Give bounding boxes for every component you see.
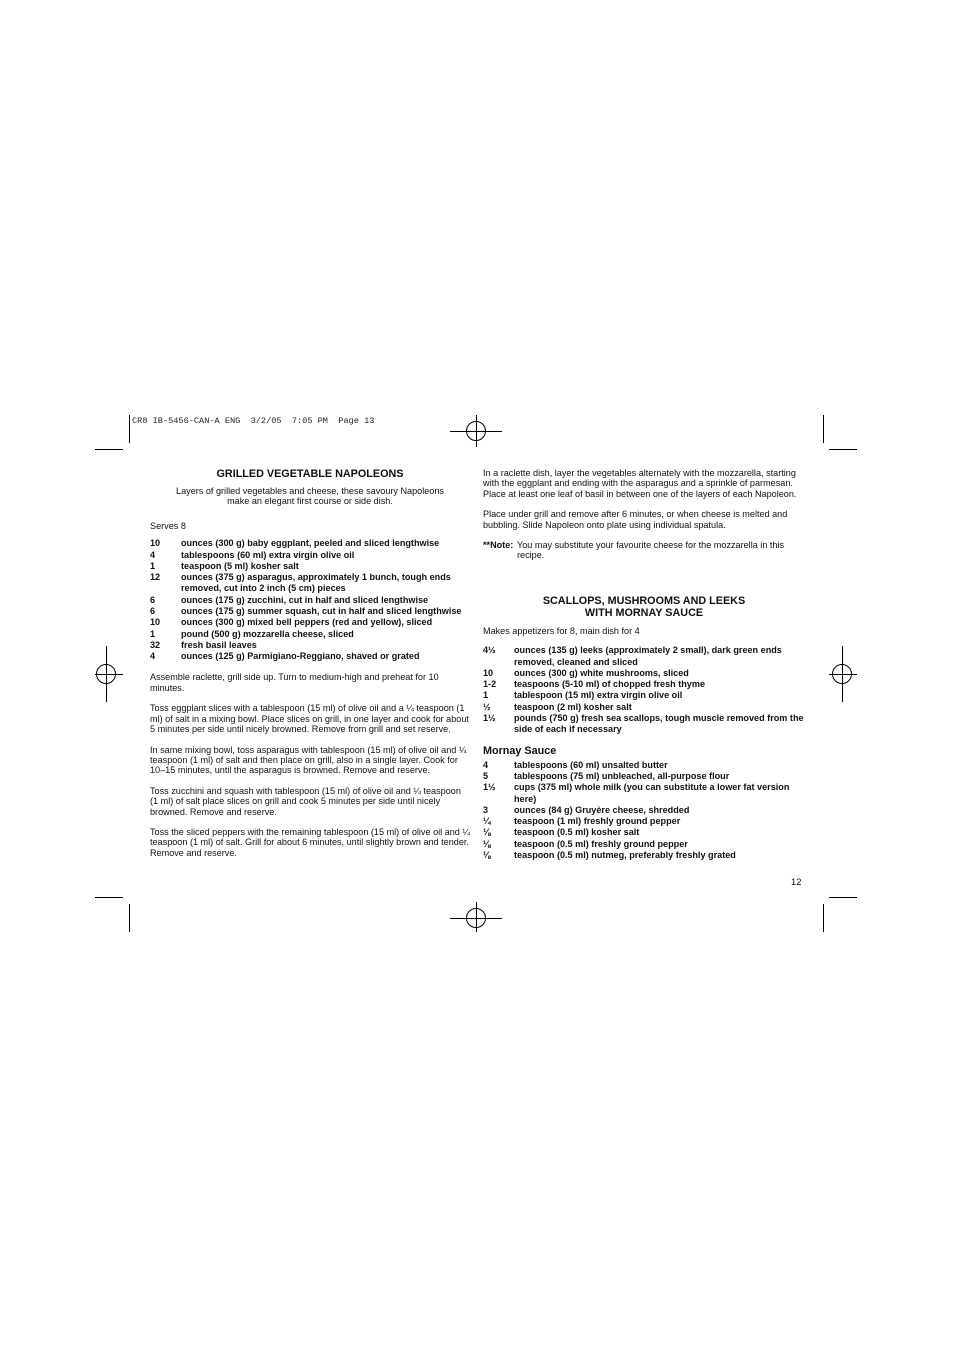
ingredient-desc: ounces (175 g) zucchini, cut in half and sliced lengthwise — [181, 594, 429, 605]
ingredient-qty: ½ — [483, 701, 491, 712]
ingredient-desc: ounces (84 g) Gruyère cheese, shredded — [514, 804, 690, 815]
crop-mark — [95, 449, 123, 450]
ingredient-qty: 4 — [150, 651, 156, 662]
ingredient-qty: 10 — [483, 667, 494, 678]
crop-mark — [823, 904, 824, 932]
list-item — [483, 713, 805, 736]
note-label: **Note: — [483, 540, 514, 551]
instruction-paragraph: Toss eggplant slices with a tablespoon (15 ml) of olive oil and a ¼ teaspoon (1 ml) of salt in a mixing bowl. Place slices on grill, in one layer and cook for about 5 minutes per side until nicely browned. Remove from grill and set reserve. — [150, 703, 469, 735]
recipe-intro — [150, 486, 470, 507]
list-item — [150, 629, 470, 640]
ingredient-qty: 32 — [150, 639, 161, 650]
recipe-heading — [483, 595, 805, 619]
recipe-title: WITH MORNAY SAUCE — [584, 606, 704, 619]
list-item — [150, 595, 470, 606]
ingredient-desc: ounces (175 g) summer squash, cut in half and sliced lengthwise — [181, 606, 462, 616]
ingredient-desc: teaspoon (5 ml) kosher salt — [181, 560, 299, 571]
list-item — [483, 827, 805, 838]
crop-mark — [95, 897, 123, 898]
list-item — [150, 561, 470, 572]
list-item — [483, 668, 805, 679]
ingredient-qty: 3 — [483, 804, 489, 815]
sauce-title: Mornay Sauce — [483, 744, 557, 757]
ingredient-desc: ounces (375 g) asparagus, approximately 1 bunch, tough ends removed, cut into 2 inch (5 cm) pieces — [181, 572, 451, 594]
instruction-paragraph: Toss zucchini and squash with tablespoon (15 ml) of olive oil and ¼ teaspoon (1 ml) of salt place slices on grill and cook 5 minutes per side until nicely browned. Remove and reserve. — [150, 785, 461, 817]
ingredient-qty: 10 — [150, 617, 161, 628]
list-item — [483, 679, 805, 690]
ingredient-qty: 4 — [150, 549, 156, 560]
serves-text: Serves 8 — [150, 520, 186, 531]
instruction-paragraph: Toss the sliced peppers with the remaining tablespoon (15 ml) of olive oil and ¼ teaspoon (1 ml) of salt. Grill for about 6 minutes, until slightly brown and tender. Remove and reserve. — [150, 826, 470, 858]
list-item — [483, 760, 805, 771]
list-item — [150, 651, 470, 662]
page-number: 12 — [791, 876, 802, 887]
recipe-title: SCALLOPS, MUSHROOMS AND LEEKS — [542, 594, 746, 607]
ingredient-qty: 1 — [483, 690, 489, 701]
ingredient-qty: 12 — [150, 572, 161, 583]
list-item — [150, 640, 470, 651]
ingredient-desc: pound (500 g) mozzarella cheese, sliced — [181, 628, 354, 639]
ingredient-qty: 1 — [150, 628, 156, 639]
ingredient-qty: ⅛ — [483, 838, 491, 849]
makes-text: Makes appetizers for 8, main dish for 4 — [483, 625, 640, 636]
ingredient-qty: 1-2 — [483, 679, 497, 690]
list-item — [483, 805, 805, 816]
crop-mark — [129, 904, 130, 932]
instruction-paragraph: Place under grill and remove after 6 minutes, or when cheese is melted and bubbling. Slide Napoleon onto plate using individual spatula. — [483, 509, 788, 530]
ingredient-desc: tablespoons (75 ml) unbleached, all-purpose flour — [514, 770, 730, 781]
ingredient-desc: ounces (125 g) Parmigiano-Reggiano, shaved or grated — [181, 651, 420, 662]
ingredient-desc: ounces (135 g) leeks (approximately 2 small), dark green ends removed, cleaned and sliced — [514, 645, 782, 667]
ingredient-desc: tablespoon (15 ml) extra virgin olive oil — [514, 690, 683, 701]
ingredient-desc: teaspoon (0.5 ml) freshly ground pepper — [514, 838, 688, 849]
ingredient-desc: teaspoon (0.5 ml) nutmeg, preferably freshly grated — [514, 850, 736, 860]
instruction-paragraph: In a raclette dish, layer the vegetables alternately with the mozzarella, starting with the eggplant and ending with the asparagus and a sprinkle of parmesan. Place at least one leaf of basil in between one of the layers of each Napoleon. — [483, 468, 797, 499]
left-column — [150, 468, 470, 858]
right-column — [483, 468, 805, 861]
list-item — [483, 850, 805, 861]
ingredient-desc: ounces (300 g) baby eggplant, peeled and sliced lengthwise — [181, 538, 440, 549]
ingredient-desc: pounds (750 g) fresh sea scallops, tough muscle removed from the side of each if necessary — [514, 713, 804, 735]
ingredient-qty: 4 — [483, 759, 489, 770]
list-item — [483, 782, 805, 805]
ingredient-desc: cups (375 ml) whole milk (you can substitute a lower fat version here) — [514, 782, 790, 804]
recipe-title: GRILLED VEGETABLE NAPOLEONS — [216, 468, 404, 480]
ingredient-qty: 1½ — [483, 782, 496, 793]
ingredient-qty: 6 — [150, 606, 156, 616]
ingredient-desc: teaspoon (2 ml) kosher salt — [514, 701, 632, 712]
list-item — [483, 771, 805, 782]
list-item — [483, 702, 805, 713]
recipe-note — [483, 540, 805, 561]
crop-mark — [129, 415, 130, 443]
list-item — [483, 645, 805, 668]
list-item — [483, 690, 805, 701]
ingredient-qty: ⅛ — [483, 850, 491, 860]
note-text: You may substitute your favourite cheese for the mozzarella in this recipe. — [517, 540, 785, 561]
instruction-paragraph: In same mixing bowl, toss asparagus with tablespoon (15 ml) of olive oil and ¼ teaspoon (1 ml) of salt and then place on grill, also in a single layer. Cook for 10–15 minutes, until the asparagus is browned. Remove and reserve. — [150, 744, 467, 776]
ingredient-qty: 6 — [150, 594, 156, 605]
list-item — [483, 816, 805, 827]
crop-mark — [829, 897, 857, 898]
ingredient-qty: 10 — [150, 538, 161, 549]
ingredient-qty: 5 — [483, 770, 489, 781]
ingredient-qty: 1½ — [483, 713, 496, 724]
crop-mark — [829, 449, 857, 450]
print-slug: CR8 IB-5456-CAN-A ENG 3/2/05 7:05 PM Page 13 — [132, 416, 375, 426]
ingredient-qty: ¼ — [483, 816, 491, 827]
ingredient-desc: tablespoons (60 ml) extra virgin olive oil — [181, 549, 355, 560]
list-item — [150, 572, 470, 595]
list-item — [150, 617, 470, 628]
list-item — [150, 538, 470, 549]
ingredient-qty: 4½ — [483, 645, 496, 656]
ingredient-desc: teaspoon (0.5 ml) kosher salt — [514, 827, 640, 838]
ingredient-desc: ounces (300 g) mixed bell peppers (red and yellow), sliced — [181, 617, 433, 628]
instruction-paragraph: Assemble raclette, grill side up. Turn to medium-high and preheat for 10 minutes. — [150, 672, 439, 693]
ingredient-desc: ounces (300 g) white mushrooms, sliced — [514, 667, 689, 678]
ingredient-desc: teaspoons (5-10 ml) of chopped fresh thyme — [514, 679, 705, 690]
intro-line: make an elegant first course or side dish. — [227, 496, 393, 507]
ingredient-desc: tablespoons (60 ml) unsalted butter — [514, 759, 668, 770]
ingredient-list — [150, 538, 470, 662]
list-item — [483, 839, 805, 850]
ingredient-desc: teaspoon (1 ml) freshly ground pepper — [514, 816, 681, 827]
list-item — [150, 606, 470, 617]
sauce-ingredient-list — [483, 760, 805, 862]
ingredient-list — [483, 645, 805, 735]
ingredient-qty: 1 — [150, 560, 156, 571]
list-item — [150, 550, 470, 561]
ingredient-desc: fresh basil leaves — [181, 639, 257, 650]
crop-mark — [823, 415, 824, 443]
ingredient-qty: ⅛ — [483, 827, 491, 838]
intro-line: Layers of grilled vegetables and cheese, these savoury Napoleons — [176, 486, 444, 496]
